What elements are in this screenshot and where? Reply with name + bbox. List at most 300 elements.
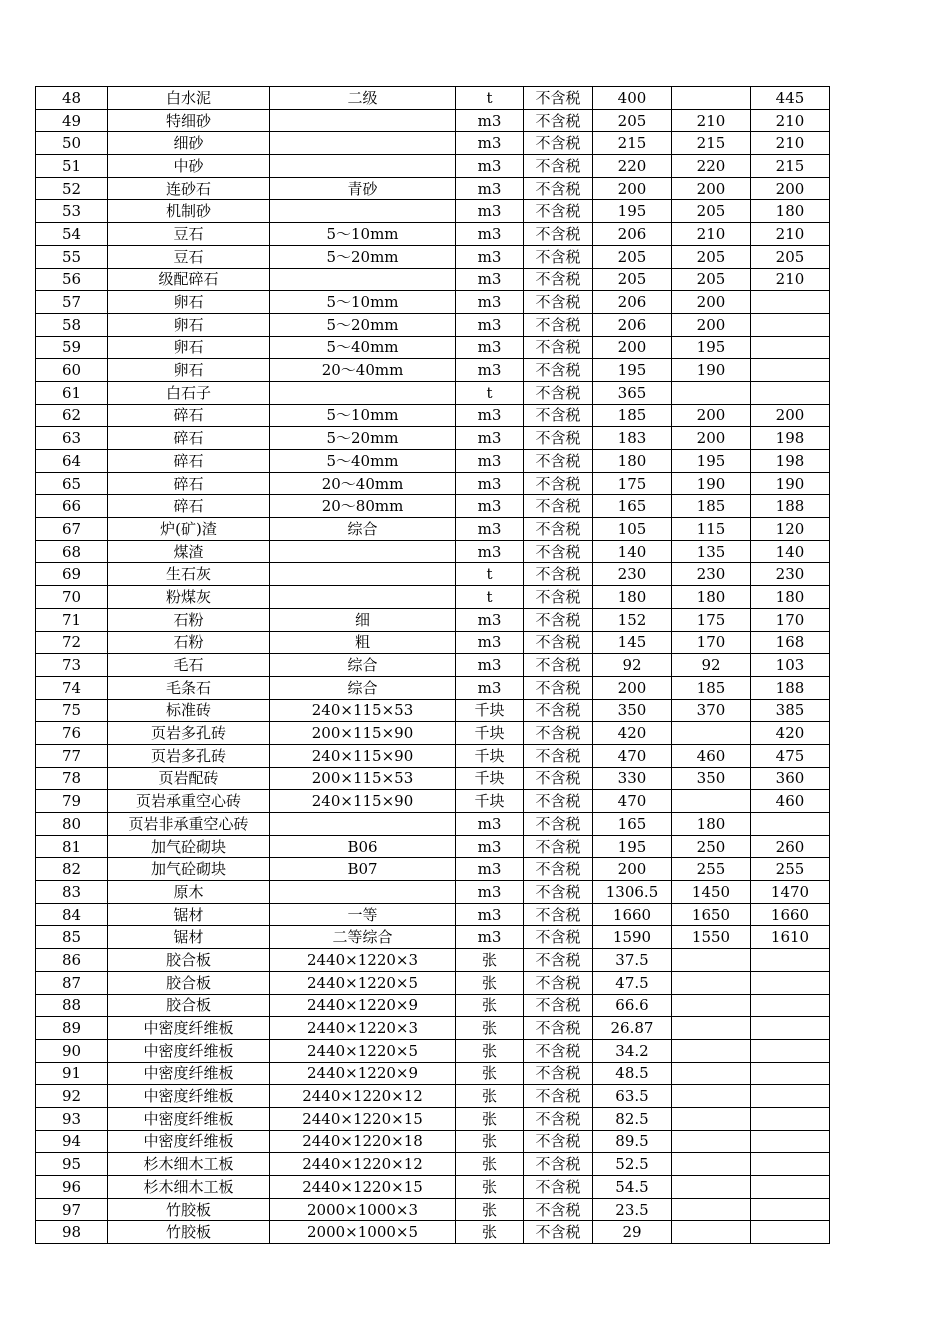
specification-cell: 2440×1220×15 (270, 1107, 456, 1130)
material-name-cell: 加气砼砌块 (108, 835, 270, 858)
tax-status-cell: 不含税 (524, 155, 593, 178)
row-number-cell: 48 (36, 87, 108, 110)
unit-cell: t (456, 381, 524, 404)
row-number-cell: 81 (36, 835, 108, 858)
price-1-cell: 82.5 (593, 1107, 672, 1130)
price-1-cell: 37.5 (593, 949, 672, 972)
price-2-cell (672, 1130, 751, 1153)
price-3-cell: 210 (751, 132, 830, 155)
price-3-cell (751, 359, 830, 382)
price-2-cell (672, 1085, 751, 1108)
tax-status-cell: 不含税 (524, 767, 593, 790)
material-name-cell: 白石子 (108, 381, 270, 404)
table-row (36, 87, 830, 110)
row-number-cell: 75 (36, 699, 108, 722)
price-2-cell: 200 (672, 313, 751, 336)
price-1-cell: 54.5 (593, 1176, 672, 1199)
price-3-cell: 210 (751, 223, 830, 246)
tax-status-cell: 不含税 (524, 744, 593, 767)
table-row (36, 881, 830, 904)
tax-status-cell: 不含税 (524, 949, 593, 972)
tax-status-cell: 不含税 (524, 994, 593, 1017)
price-2-cell: 190 (672, 472, 751, 495)
row-number-cell: 59 (36, 336, 108, 359)
tax-status-cell: 不含税 (524, 495, 593, 518)
row-number-cell: 72 (36, 631, 108, 654)
price-1-cell: 23.5 (593, 1198, 672, 1221)
table-row (36, 994, 830, 1017)
price-2-cell: 350 (672, 767, 751, 790)
unit-cell: 张 (456, 1107, 524, 1130)
row-number-cell: 58 (36, 313, 108, 336)
material-name-cell: 锯材 (108, 903, 270, 926)
row-number-cell: 90 (36, 1039, 108, 1062)
row-number-cell: 50 (36, 132, 108, 155)
price-3-cell (751, 336, 830, 359)
tax-status-cell: 不含税 (524, 359, 593, 382)
price-2-cell (672, 1153, 751, 1176)
price-1-cell: 29 (593, 1221, 672, 1244)
price-1-cell: 400 (593, 87, 672, 110)
unit-cell: m3 (456, 200, 524, 223)
row-number-cell: 52 (36, 177, 108, 200)
price-2-cell: 1650 (672, 903, 751, 926)
unit-cell: m3 (456, 518, 524, 541)
specification-cell: 5～10mm (270, 223, 456, 246)
table-row (36, 790, 830, 813)
material-name-cell: 煤渣 (108, 540, 270, 563)
table-body (36, 87, 830, 1244)
row-number-cell: 73 (36, 654, 108, 677)
unit-cell: 张 (456, 994, 524, 1017)
unit-cell: 张 (456, 1039, 524, 1062)
price-2-cell: 190 (672, 359, 751, 382)
row-number-cell: 80 (36, 813, 108, 836)
unit-cell: 千块 (456, 722, 524, 745)
price-1-cell: 215 (593, 132, 672, 155)
tax-status-cell: 不含税 (524, 1130, 593, 1153)
unit-cell: 张 (456, 1017, 524, 1040)
price-3-cell: 170 (751, 608, 830, 631)
table-row (36, 1062, 830, 1085)
unit-cell: m3 (456, 359, 524, 382)
row-number-cell: 91 (36, 1062, 108, 1085)
tax-status-cell: 不含税 (524, 1085, 593, 1108)
price-3-cell (751, 1130, 830, 1153)
unit-cell: m3 (456, 631, 524, 654)
price-2-cell (672, 1062, 751, 1085)
unit-cell: m3 (456, 835, 524, 858)
price-2-cell: 205 (672, 268, 751, 291)
price-1-cell: 52.5 (593, 1153, 672, 1176)
price-1-cell: 92 (593, 654, 672, 677)
tax-status-cell: 不含税 (524, 109, 593, 132)
unit-cell: m3 (456, 608, 524, 631)
price-3-cell: 360 (751, 767, 830, 790)
table-row (36, 427, 830, 450)
unit-cell: t (456, 586, 524, 609)
unit-cell: m3 (456, 132, 524, 155)
unit-cell: m3 (456, 336, 524, 359)
row-number-cell: 92 (36, 1085, 108, 1108)
material-name-cell: 中密度纤维板 (108, 1085, 270, 1108)
unit-cell: m3 (456, 404, 524, 427)
tax-status-cell: 不含税 (524, 631, 593, 654)
row-number-cell: 62 (36, 404, 108, 427)
price-1-cell: 180 (593, 586, 672, 609)
unit-cell: 千块 (456, 744, 524, 767)
price-1-cell: 185 (593, 404, 672, 427)
table-row (36, 1198, 830, 1221)
price-2-cell (672, 381, 751, 404)
unit-cell: 千块 (456, 790, 524, 813)
price-3-cell: 190 (751, 472, 830, 495)
tax-status-cell: 不含税 (524, 1107, 593, 1130)
price-1-cell: 200 (593, 336, 672, 359)
tax-status-cell: 不含税 (524, 654, 593, 677)
price-3-cell (751, 1176, 830, 1199)
unit-cell: m3 (456, 109, 524, 132)
specification-cell (270, 200, 456, 223)
material-name-cell: 豆石 (108, 223, 270, 246)
specification-cell: 2440×1220×5 (270, 1039, 456, 1062)
table-row (36, 381, 830, 404)
tax-status-cell: 不含税 (524, 586, 593, 609)
unit-cell: 张 (456, 1085, 524, 1108)
material-name-cell: 胶合板 (108, 949, 270, 972)
price-2-cell (672, 1107, 751, 1130)
table-row (36, 223, 830, 246)
tax-status-cell: 不含税 (524, 291, 593, 314)
tax-status-cell: 不含税 (524, 223, 593, 246)
row-number-cell: 88 (36, 994, 108, 1017)
row-number-cell: 89 (36, 1017, 108, 1040)
specification-cell: 20～40mm (270, 359, 456, 382)
price-2-cell: 255 (672, 858, 751, 881)
price-1-cell: 1306.5 (593, 881, 672, 904)
row-number-cell: 74 (36, 676, 108, 699)
price-3-cell: 210 (751, 109, 830, 132)
unit-cell: m3 (456, 155, 524, 178)
unit-cell: m3 (456, 676, 524, 699)
unit-cell: m3 (456, 223, 524, 246)
price-3-cell (751, 381, 830, 404)
material-name-cell: 中密度纤维板 (108, 1017, 270, 1040)
tax-status-cell: 不含税 (524, 87, 593, 110)
tax-status-cell: 不含税 (524, 1153, 593, 1176)
table-row (36, 155, 830, 178)
price-3-cell: 188 (751, 676, 830, 699)
material-name-cell: 毛条石 (108, 676, 270, 699)
unit-cell: m3 (456, 495, 524, 518)
specification-cell: 20～40mm (270, 472, 456, 495)
specification-cell (270, 563, 456, 586)
price-3-cell: 198 (751, 450, 830, 473)
unit-cell: m3 (456, 427, 524, 450)
row-number-cell: 49 (36, 109, 108, 132)
price-3-cell: 180 (751, 200, 830, 223)
table-row (36, 1085, 830, 1108)
price-2-cell (672, 1017, 751, 1040)
price-2-cell: 220 (672, 155, 751, 178)
price-3-cell: 120 (751, 518, 830, 541)
tax-status-cell: 不含税 (524, 971, 593, 994)
tax-status-cell: 不含税 (524, 336, 593, 359)
unit-cell: m3 (456, 291, 524, 314)
price-3-cell (751, 291, 830, 314)
specification-cell: 青砂 (270, 177, 456, 200)
table-row (36, 676, 830, 699)
row-number-cell: 83 (36, 881, 108, 904)
tax-status-cell: 不含税 (524, 858, 593, 881)
price-1-cell: 205 (593, 245, 672, 268)
row-number-cell: 84 (36, 903, 108, 926)
price-1-cell: 145 (593, 631, 672, 654)
price-1-cell: 183 (593, 427, 672, 450)
price-3-cell: 168 (751, 631, 830, 654)
material-name-cell: 毛石 (108, 654, 270, 677)
specification-cell: 综合 (270, 518, 456, 541)
price-1-cell: 220 (593, 155, 672, 178)
row-number-cell: 60 (36, 359, 108, 382)
table-row (36, 699, 830, 722)
price-3-cell: 103 (751, 654, 830, 677)
row-number-cell: 67 (36, 518, 108, 541)
unit-cell: t (456, 87, 524, 110)
unit-cell: 张 (456, 1198, 524, 1221)
price-2-cell: 180 (672, 813, 751, 836)
specification-cell (270, 268, 456, 291)
row-number-cell: 65 (36, 472, 108, 495)
table-row (36, 903, 830, 926)
table-row (36, 813, 830, 836)
unit-cell: m3 (456, 858, 524, 881)
price-2-cell (672, 1198, 751, 1221)
price-1-cell: 152 (593, 608, 672, 631)
table-row (36, 1017, 830, 1040)
row-number-cell: 64 (36, 450, 108, 473)
row-number-cell: 51 (36, 155, 108, 178)
price-3-cell (751, 1198, 830, 1221)
specification-cell (270, 381, 456, 404)
unit-cell: 张 (456, 971, 524, 994)
price-2-cell: 195 (672, 336, 751, 359)
row-number-cell: 76 (36, 722, 108, 745)
tax-status-cell: 不含税 (524, 903, 593, 926)
table-row (36, 268, 830, 291)
row-number-cell: 61 (36, 381, 108, 404)
price-3-cell: 385 (751, 699, 830, 722)
row-number-cell: 70 (36, 586, 108, 609)
material-name-cell: 连砂石 (108, 177, 270, 200)
price-2-cell: 170 (672, 631, 751, 654)
price-3-cell: 230 (751, 563, 830, 586)
row-number-cell: 78 (36, 767, 108, 790)
specification-cell: 5～10mm (270, 291, 456, 314)
material-name-cell: 加气砼砌块 (108, 858, 270, 881)
tax-status-cell: 不含税 (524, 313, 593, 336)
tax-status-cell: 不含税 (524, 608, 593, 631)
unit-cell: m3 (456, 313, 524, 336)
price-3-cell: 188 (751, 495, 830, 518)
price-2-cell (672, 994, 751, 1017)
tax-status-cell: 不含税 (524, 563, 593, 586)
unit-cell: m3 (456, 926, 524, 949)
price-2-cell: 200 (672, 427, 751, 450)
material-name-cell: 页岩非承重空心砖 (108, 813, 270, 836)
row-number-cell: 57 (36, 291, 108, 314)
row-number-cell: 94 (36, 1130, 108, 1153)
price-3-cell (751, 971, 830, 994)
material-name-cell: 炉(矿)渣 (108, 518, 270, 541)
material-name-cell: 中密度纤维板 (108, 1039, 270, 1062)
price-1-cell: 200 (593, 676, 672, 699)
table-row (36, 1039, 830, 1062)
material-name-cell: 中密度纤维板 (108, 1130, 270, 1153)
price-2-cell (672, 722, 751, 745)
tax-status-cell: 不含税 (524, 450, 593, 473)
price-1-cell: 200 (593, 177, 672, 200)
price-1-cell: 140 (593, 540, 672, 563)
price-2-cell: 210 (672, 109, 751, 132)
price-2-cell: 195 (672, 450, 751, 473)
price-2-cell: 92 (672, 654, 751, 677)
table-row (36, 1107, 830, 1130)
table-row (36, 1221, 830, 1244)
row-number-cell: 95 (36, 1153, 108, 1176)
price-3-cell (751, 1085, 830, 1108)
tax-status-cell: 不含税 (524, 790, 593, 813)
specification-cell: 240×115×90 (270, 790, 456, 813)
row-number-cell: 55 (36, 245, 108, 268)
tax-status-cell: 不含税 (524, 381, 593, 404)
table-row (36, 472, 830, 495)
price-3-cell: 200 (751, 404, 830, 427)
price-1-cell: 26.87 (593, 1017, 672, 1040)
price-2-cell: 370 (672, 699, 751, 722)
specification-cell: 2000×1000×5 (270, 1221, 456, 1244)
price-3-cell: 260 (751, 835, 830, 858)
specification-cell: 5～20mm (270, 313, 456, 336)
material-name-cell: 原木 (108, 881, 270, 904)
price-1-cell: 420 (593, 722, 672, 745)
price-3-cell: 1660 (751, 903, 830, 926)
row-number-cell: 98 (36, 1221, 108, 1244)
specification-cell (270, 881, 456, 904)
material-name-cell: 中密度纤维板 (108, 1107, 270, 1130)
material-name-cell: 碎石 (108, 472, 270, 495)
specification-cell: 240×115×90 (270, 744, 456, 767)
row-number-cell: 85 (36, 926, 108, 949)
price-1-cell: 205 (593, 109, 672, 132)
unit-cell: m3 (456, 881, 524, 904)
table-row (36, 404, 830, 427)
specification-cell (270, 586, 456, 609)
price-2-cell: 200 (672, 404, 751, 427)
price-2-cell: 205 (672, 245, 751, 268)
specification-cell: 2440×1220×3 (270, 1017, 456, 1040)
tax-status-cell: 不含税 (524, 404, 593, 427)
unit-cell: 张 (456, 1176, 524, 1199)
tax-status-cell: 不含税 (524, 835, 593, 858)
tax-status-cell: 不含税 (524, 268, 593, 291)
material-name-cell: 石粉 (108, 608, 270, 631)
tax-status-cell: 不含税 (524, 427, 593, 450)
price-1-cell: 365 (593, 381, 672, 404)
material-name-cell: 页岩多孔砖 (108, 744, 270, 767)
unit-cell: 张 (456, 1221, 524, 1244)
price-1-cell: 205 (593, 268, 672, 291)
material-name-cell: 卵石 (108, 291, 270, 314)
price-1-cell: 195 (593, 200, 672, 223)
row-number-cell: 56 (36, 268, 108, 291)
tax-status-cell: 不含税 (524, 132, 593, 155)
price-2-cell (672, 949, 751, 972)
specification-cell (270, 813, 456, 836)
table-row (36, 518, 830, 541)
specification-cell: 二级 (270, 87, 456, 110)
price-1-cell: 195 (593, 835, 672, 858)
tax-status-cell: 不含税 (524, 722, 593, 745)
price-1-cell: 230 (593, 563, 672, 586)
tax-status-cell: 不含税 (524, 813, 593, 836)
unit-cell: m3 (456, 813, 524, 836)
price-1-cell: 165 (593, 495, 672, 518)
specification-cell: 细 (270, 608, 456, 631)
table-row (36, 971, 830, 994)
table-row (36, 1130, 830, 1153)
price-2-cell (672, 971, 751, 994)
row-number-cell: 93 (36, 1107, 108, 1130)
price-3-cell (751, 994, 830, 1017)
material-name-cell: 胶合板 (108, 994, 270, 1017)
price-2-cell: 210 (672, 223, 751, 246)
row-number-cell: 63 (36, 427, 108, 450)
unit-cell: 千块 (456, 767, 524, 790)
price-2-cell: 1450 (672, 881, 751, 904)
price-1-cell: 206 (593, 291, 672, 314)
material-name-cell: 中砂 (108, 155, 270, 178)
row-number-cell: 66 (36, 495, 108, 518)
price-1-cell: 195 (593, 359, 672, 382)
specification-cell: 综合 (270, 654, 456, 677)
material-name-cell: 页岩承重空心砖 (108, 790, 270, 813)
price-2-cell: 200 (672, 177, 751, 200)
row-number-cell: 86 (36, 949, 108, 972)
specification-cell: 2440×1220×15 (270, 1176, 456, 1199)
row-number-cell: 96 (36, 1176, 108, 1199)
price-1-cell: 175 (593, 472, 672, 495)
price-3-cell: 180 (751, 586, 830, 609)
material-name-cell: 杉木细木工板 (108, 1176, 270, 1199)
table-row (36, 654, 830, 677)
unit-cell: m3 (456, 472, 524, 495)
tax-status-cell: 不含税 (524, 1039, 593, 1062)
row-number-cell: 77 (36, 744, 108, 767)
table-row (36, 926, 830, 949)
material-name-cell: 竹胶板 (108, 1221, 270, 1244)
specification-cell: 5～20mm (270, 427, 456, 450)
specification-cell: 200×115×90 (270, 722, 456, 745)
table-row (36, 631, 830, 654)
price-2-cell: 230 (672, 563, 751, 586)
price-1-cell: 470 (593, 744, 672, 767)
row-number-cell: 97 (36, 1198, 108, 1221)
price-3-cell: 475 (751, 744, 830, 767)
tax-status-cell: 不含税 (524, 177, 593, 200)
material-name-cell: 级配碎石 (108, 268, 270, 291)
price-3-cell: 198 (751, 427, 830, 450)
